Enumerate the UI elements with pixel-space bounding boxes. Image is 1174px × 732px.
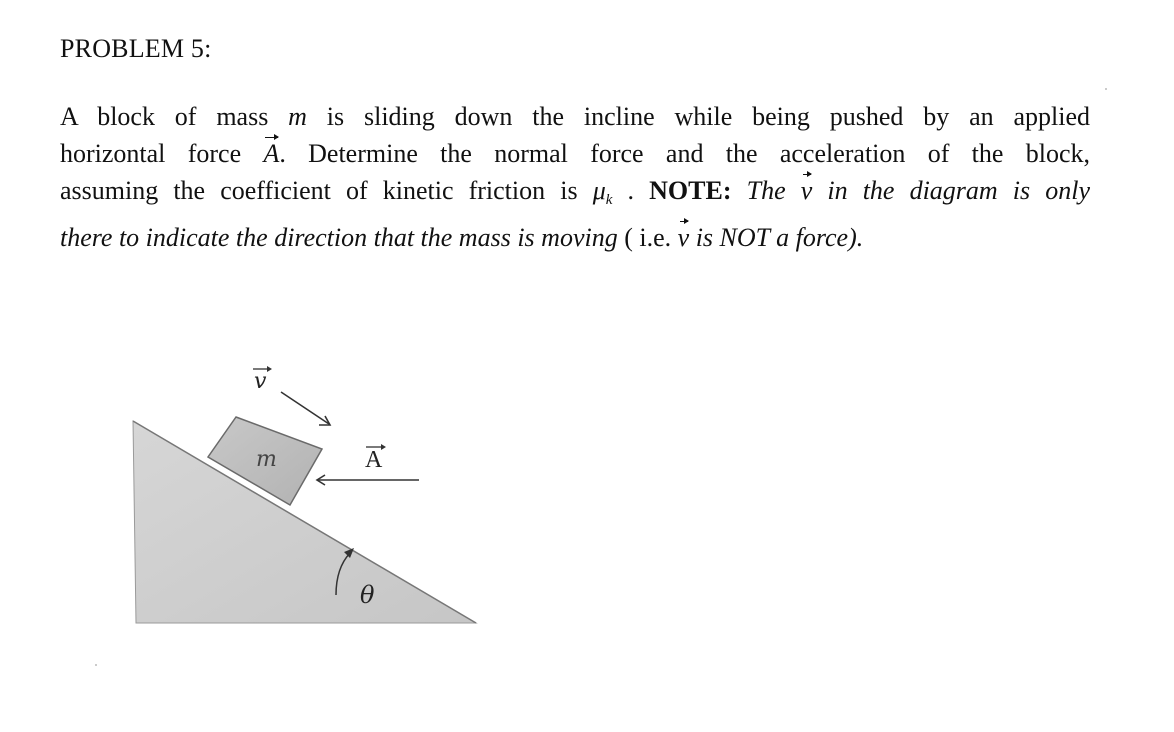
text-segment: ( i.e. xyxy=(617,223,678,252)
text-segment: there to indicate the direction that the mass is moving xyxy=(60,223,618,252)
text-segment: in the diagram is only xyxy=(812,176,1091,205)
velocity-label-vector-tip xyxy=(267,366,272,372)
text-segment: horizontal force xyxy=(60,139,264,168)
text-segment: is NOT a force). xyxy=(689,223,864,252)
mass-symbol: m xyxy=(288,102,307,131)
text-segment: A block of mass xyxy=(60,102,289,131)
text-segment: assuming the coefficient of kinetic friction is xyxy=(60,176,593,205)
text-segment: . Determine the normal force and the acceleration of the block, xyxy=(279,139,1091,168)
force-label: A xyxy=(365,447,383,473)
velocity-symbol: v xyxy=(801,172,813,209)
scan-speck xyxy=(1105,88,1107,90)
velocity-arrow xyxy=(281,392,329,424)
mu-subscript-k: k xyxy=(605,192,613,208)
scan-speck xyxy=(95,664,97,666)
problem-title: PROBLEM 5: xyxy=(60,34,212,63)
velocity-label: v xyxy=(254,369,267,394)
text-segment: The xyxy=(731,176,801,205)
text-segment: . xyxy=(612,176,650,205)
text-segment: is sliding down the incline while being pushed by an applied xyxy=(306,102,1090,131)
mu-symbol: μ xyxy=(592,176,606,205)
note-label: NOTE: xyxy=(649,176,732,205)
angle-label: θ xyxy=(360,581,375,609)
mass-label: m xyxy=(256,447,277,472)
velocity-symbol: v xyxy=(678,219,690,256)
force-A-symbol: A xyxy=(263,135,279,172)
